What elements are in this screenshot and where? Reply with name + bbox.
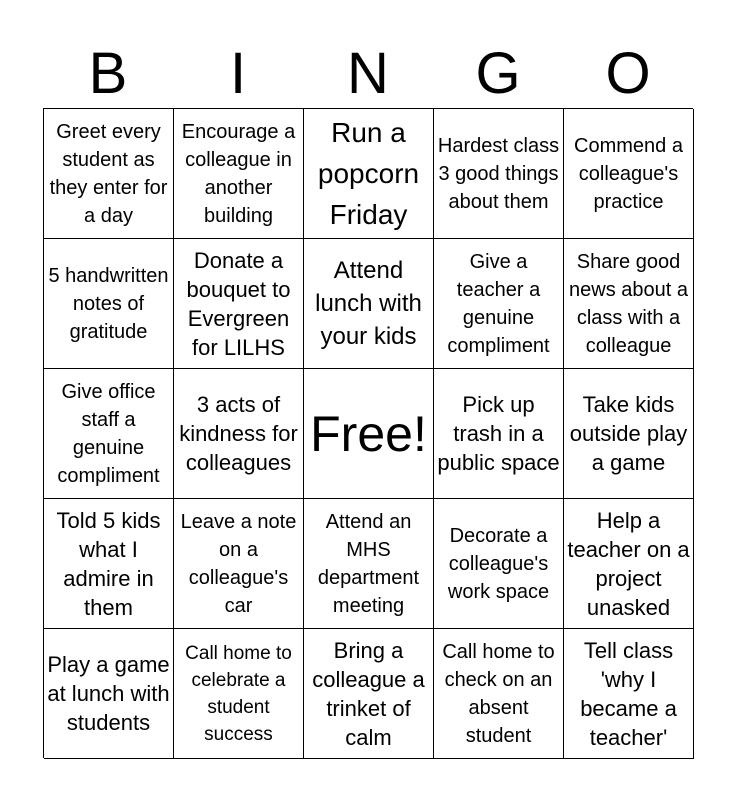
header-letter-g: G	[475, 41, 521, 106]
bingo-cell[interactable]	[304, 109, 434, 239]
cell-text: Play a game at lunch with students	[47, 652, 170, 735]
free-cell[interactable]	[304, 369, 434, 499]
cell-text: Call home to check on an absent student	[442, 640, 555, 747]
bingo-cell[interactable]	[564, 629, 694, 759]
cell-text: Encourage a colleague in another building	[181, 120, 296, 227]
bingo-cell[interactable]	[174, 239, 304, 369]
header-letter-n: N	[347, 41, 389, 106]
cell-text: Give office staff a genuine compliment	[57, 380, 160, 487]
cell-text: Pick up trash in a public space	[437, 392, 560, 475]
cell-text: 3 acts of kindness for colleagues	[179, 392, 298, 475]
bingo-cell[interactable]	[174, 109, 304, 239]
header-letter-i: I	[229, 41, 247, 106]
bingo-cell[interactable]	[304, 629, 434, 759]
cell-text: Bring a colleague a trinket of calm	[312, 637, 425, 750]
bingo-cell[interactable]	[434, 629, 564, 759]
bingo-cell[interactable]	[44, 369, 174, 499]
bingo-cell[interactable]	[564, 369, 694, 499]
cell-text: Share good news about a class with a colleague	[569, 250, 688, 357]
bingo-cell[interactable]	[434, 499, 564, 629]
cell-text: Greet every student as they enter for a day	[49, 120, 168, 227]
cell-text: Leave a note on a colleague's car	[180, 510, 297, 617]
bingo-cell[interactable]	[564, 239, 694, 369]
cell-text: Attend an MHS department meeting	[317, 510, 420, 617]
bingo-cell[interactable]	[44, 239, 174, 369]
bingo-cell[interactable]	[174, 629, 304, 759]
cell-text: Told 5 kids what I admire in them	[56, 507, 161, 620]
bingo-cell[interactable]	[304, 239, 434, 369]
header-letter-b: B	[88, 41, 128, 106]
cell-text: Free!	[310, 405, 427, 462]
bingo-cell[interactable]	[174, 369, 304, 499]
bingo-cell[interactable]	[434, 109, 564, 239]
cell-text: Take kids outside play a game	[569, 392, 688, 475]
cell-text: Commend a colleague's practice	[574, 134, 683, 213]
cell-text: Hardest class 3 good things about them	[437, 134, 560, 213]
header-letter-o: O	[605, 41, 651, 106]
cell-text: Run a popcorn Friday	[317, 117, 420, 230]
bingo-cell[interactable]	[44, 629, 174, 759]
cell-text: Decorate a colleague's work space	[447, 524, 550, 603]
bingo-cell[interactable]	[564, 499, 694, 629]
cell-text: Give a teacher a genuine compliment	[447, 250, 550, 357]
bingo-cell[interactable]	[304, 499, 434, 629]
cell-text: Help a teacher on a project unasked	[567, 507, 690, 620]
bingo-cell[interactable]	[44, 109, 174, 239]
cell-text: Tell class 'why I became a teacher'	[580, 637, 677, 750]
cell-text: Attend lunch with your kids	[315, 257, 422, 350]
bingo-cell[interactable]	[564, 109, 694, 239]
bingo-cell[interactable]	[44, 499, 174, 629]
cell-text: Call home to celebrate a student success	[185, 642, 292, 745]
bingo-header	[43, 40, 693, 108]
cell-text: Donate a bouquet to Evergreen for LILHS	[186, 247, 291, 360]
bingo-cell[interactable]	[434, 369, 564, 499]
cell-text: 5 handwritten notes of gratitude	[48, 264, 169, 343]
bingo-cell[interactable]	[174, 499, 304, 629]
bingo-cell[interactable]	[434, 239, 564, 369]
bingo-grid	[43, 108, 693, 758]
